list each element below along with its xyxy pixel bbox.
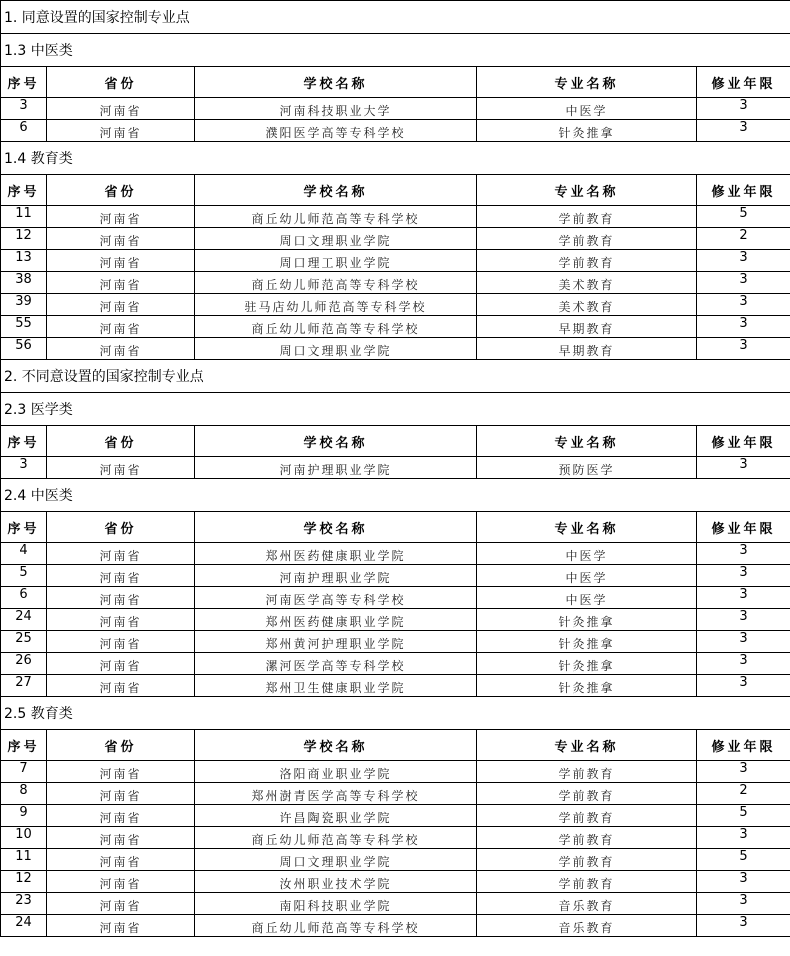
header-major-name: 专业名称 [477, 175, 697, 206]
header-province: 省份 [47, 426, 195, 457]
cell-school-name: 洛阳商业职业学院 [195, 761, 477, 783]
cell-major-name: 音乐教育 [477, 915, 697, 937]
cell-school-name: 驻马店幼儿师范高等专科学校 [195, 294, 477, 316]
cell-school-name: 郑州卫生健康职业学院 [195, 675, 477, 697]
cell-serial: 38 [1, 272, 47, 294]
section-heading: 2.3 医学类 [1, 393, 790, 426]
cell-serial: 8 [1, 783, 47, 805]
cell-school-name: 郑州澍青医学高等专科学校 [195, 783, 477, 805]
header-province: 省份 [47, 512, 195, 543]
cell-school-name: 商丘幼儿师范高等专科学校 [195, 915, 477, 937]
header-study-years: 修业年限 [697, 426, 790, 457]
section-heading-row [1, 1, 790, 34]
table-row [1, 565, 790, 587]
table-row [1, 893, 790, 915]
cell-province: 河南省 [47, 893, 195, 915]
cell-study-years: 3 [697, 827, 790, 849]
cell-serial: 26 [1, 653, 47, 675]
table-row [1, 543, 790, 565]
cell-serial: 6 [1, 587, 47, 609]
cell-school-name: 许昌陶瓷职业学院 [195, 805, 477, 827]
header-study-years: 修业年限 [697, 175, 790, 206]
cell-serial: 11 [1, 206, 47, 228]
header-school-name: 学校名称 [195, 175, 477, 206]
header-serial: 序号 [1, 67, 47, 98]
table-row [1, 915, 790, 937]
table-row [1, 631, 790, 653]
cell-school-name: 周口文理职业学院 [195, 228, 477, 250]
cell-study-years: 3 [697, 675, 790, 697]
cell-province: 河南省 [47, 228, 195, 250]
cell-major-name: 早期教育 [477, 316, 697, 338]
table-row [1, 98, 790, 120]
table-row [1, 250, 790, 272]
cell-province: 河南省 [47, 783, 195, 805]
table-row [1, 294, 790, 316]
column-header-row [1, 67, 790, 98]
cell-school-name: 汝州职业技术学院 [195, 871, 477, 893]
cell-study-years: 3 [697, 98, 790, 120]
cell-study-years: 3 [697, 631, 790, 653]
cell-school-name: 郑州黄河护理职业学院 [195, 631, 477, 653]
section-heading-row [1, 360, 790, 393]
section-heading: 1.3 中医类 [1, 34, 790, 67]
section-heading: 1.4 教育类 [1, 142, 790, 175]
cell-school-name: 南阳科技职业学院 [195, 893, 477, 915]
cell-major-name: 美术教育 [477, 272, 697, 294]
header-serial: 序号 [1, 175, 47, 206]
section-heading-row [1, 34, 790, 67]
cell-school-name: 商丘幼儿师范高等专科学校 [195, 827, 477, 849]
cell-province: 河南省 [47, 849, 195, 871]
cell-major-name: 学前教育 [477, 849, 697, 871]
table-row [1, 609, 790, 631]
header-province: 省份 [47, 175, 195, 206]
cell-province: 河南省 [47, 761, 195, 783]
cell-province: 河南省 [47, 457, 195, 479]
cell-province: 河南省 [47, 250, 195, 272]
section-heading-row [1, 479, 790, 512]
cell-serial: 10 [1, 827, 47, 849]
cell-school-name: 商丘幼儿师范高等专科学校 [195, 206, 477, 228]
cell-major-name: 预防医学 [477, 457, 697, 479]
cell-major-name: 学前教育 [477, 827, 697, 849]
table-row [1, 805, 790, 827]
cell-province: 河南省 [47, 338, 195, 360]
cell-serial: 3 [1, 98, 47, 120]
cell-major-name: 学前教育 [477, 761, 697, 783]
cell-study-years: 3 [697, 316, 790, 338]
cell-school-name: 周口文理职业学院 [195, 338, 477, 360]
header-study-years: 修业年限 [697, 67, 790, 98]
cell-school-name: 河南科技职业大学 [195, 98, 477, 120]
cell-major-name: 中医学 [477, 543, 697, 565]
cell-major-name: 针灸推拿 [477, 653, 697, 675]
header-province: 省份 [47, 67, 195, 98]
header-major-name: 专业名称 [477, 67, 697, 98]
cell-major-name: 音乐教育 [477, 893, 697, 915]
cell-province: 河南省 [47, 543, 195, 565]
column-header-row [1, 175, 790, 206]
cell-major-name: 中医学 [477, 98, 697, 120]
cell-province: 河南省 [47, 206, 195, 228]
table-row [1, 761, 790, 783]
cell-study-years: 2 [697, 783, 790, 805]
column-header-row [1, 426, 790, 457]
cell-study-years: 3 [697, 893, 790, 915]
header-serial: 序号 [1, 512, 47, 543]
cell-study-years: 3 [697, 120, 790, 142]
table-row [1, 316, 790, 338]
cell-study-years: 3 [697, 294, 790, 316]
cell-school-name: 河南护理职业学院 [195, 457, 477, 479]
cell-school-name: 郑州医药健康职业学院 [195, 609, 477, 631]
table-row [1, 120, 790, 142]
cell-major-name: 学前教育 [477, 871, 697, 893]
table-row [1, 783, 790, 805]
table-body [1, 1, 790, 937]
cell-serial: 27 [1, 675, 47, 697]
cell-major-name: 针灸推拿 [477, 120, 697, 142]
cell-school-name: 濮阳医学高等专科学校 [195, 120, 477, 142]
cell-province: 河南省 [47, 120, 195, 142]
section-heading-row [1, 393, 790, 426]
cell-school-name: 漯河医学高等专科学校 [195, 653, 477, 675]
cell-serial: 56 [1, 338, 47, 360]
header-school-name: 学校名称 [195, 730, 477, 761]
header-study-years: 修业年限 [697, 512, 790, 543]
cell-study-years: 3 [697, 915, 790, 937]
cell-study-years: 3 [697, 543, 790, 565]
cell-study-years: 3 [697, 250, 790, 272]
table-row [1, 457, 790, 479]
cell-province: 河南省 [47, 675, 195, 697]
section-heading: 2. 不同意设置的国家控制专业点 [1, 360, 790, 393]
cell-school-name: 周口理工职业学院 [195, 250, 477, 272]
cell-major-name: 中医学 [477, 587, 697, 609]
header-school-name: 学校名称 [195, 426, 477, 457]
cell-province: 河南省 [47, 827, 195, 849]
cell-school-name: 河南医学高等专科学校 [195, 587, 477, 609]
cell-study-years: 5 [697, 849, 790, 871]
section-heading: 1. 同意设置的国家控制专业点 [1, 1, 790, 34]
section-heading-row [1, 697, 790, 730]
cell-major-name: 学前教育 [477, 206, 697, 228]
column-header-row [1, 512, 790, 543]
cell-major-name: 学前教育 [477, 228, 697, 250]
cell-province: 河南省 [47, 565, 195, 587]
cell-study-years: 3 [697, 761, 790, 783]
cell-province: 河南省 [47, 609, 195, 631]
cell-province: 河南省 [47, 631, 195, 653]
cell-school-name: 商丘幼儿师范高等专科学校 [195, 316, 477, 338]
cell-province: 河南省 [47, 272, 195, 294]
table-row [1, 338, 790, 360]
cell-province: 河南省 [47, 316, 195, 338]
cell-serial: 24 [1, 915, 47, 937]
cell-major-name: 早期教育 [477, 338, 697, 360]
cell-major-name: 针灸推拿 [477, 609, 697, 631]
cell-serial: 6 [1, 120, 47, 142]
cell-major-name: 学前教育 [477, 805, 697, 827]
cell-major-name: 针灸推拿 [477, 631, 697, 653]
cell-school-name: 郑州医药健康职业学院 [195, 543, 477, 565]
section-heading-row [1, 142, 790, 175]
table-row [1, 849, 790, 871]
cell-study-years: 2 [697, 228, 790, 250]
cell-school-name: 商丘幼儿师范高等专科学校 [195, 272, 477, 294]
cell-serial: 39 [1, 294, 47, 316]
cell-serial: 23 [1, 893, 47, 915]
header-serial: 序号 [1, 426, 47, 457]
table-row [1, 871, 790, 893]
cell-serial: 5 [1, 565, 47, 587]
cell-major-name: 学前教育 [477, 783, 697, 805]
cell-serial: 4 [1, 543, 47, 565]
table-row [1, 587, 790, 609]
cell-serial: 11 [1, 849, 47, 871]
table-row [1, 272, 790, 294]
table-row [1, 653, 790, 675]
cell-province: 河南省 [47, 915, 195, 937]
header-school-name: 学校名称 [195, 67, 477, 98]
cell-province: 河南省 [47, 294, 195, 316]
cell-province: 河南省 [47, 587, 195, 609]
header-serial: 序号 [1, 730, 47, 761]
cell-study-years: 3 [697, 565, 790, 587]
cell-serial: 55 [1, 316, 47, 338]
section-heading: 2.5 教育类 [1, 697, 790, 730]
cell-study-years: 3 [697, 587, 790, 609]
header-study-years: 修业年限 [697, 730, 790, 761]
table-row [1, 228, 790, 250]
table-row [1, 827, 790, 849]
column-header-row [1, 730, 790, 761]
cell-study-years: 3 [697, 338, 790, 360]
header-school-name: 学校名称 [195, 512, 477, 543]
cell-serial: 3 [1, 457, 47, 479]
cell-major-name: 学前教育 [477, 250, 697, 272]
table-row [1, 206, 790, 228]
cell-school-name: 周口文理职业学院 [195, 849, 477, 871]
cell-school-name: 河南护理职业学院 [195, 565, 477, 587]
cell-study-years: 3 [697, 609, 790, 631]
cell-study-years: 3 [697, 871, 790, 893]
cell-province: 河南省 [47, 871, 195, 893]
header-province: 省份 [47, 730, 195, 761]
cell-serial: 9 [1, 805, 47, 827]
section-heading: 2.4 中医类 [1, 479, 790, 512]
header-major-name: 专业名称 [477, 512, 697, 543]
cell-major-name: 针灸推拿 [477, 675, 697, 697]
cell-serial: 12 [1, 871, 47, 893]
cell-major-name: 中医学 [477, 565, 697, 587]
cell-serial: 7 [1, 761, 47, 783]
cell-study-years: 3 [697, 272, 790, 294]
header-major-name: 专业名称 [477, 426, 697, 457]
cell-serial: 13 [1, 250, 47, 272]
cell-province: 河南省 [47, 805, 195, 827]
cell-major-name: 美术教育 [477, 294, 697, 316]
cell-province: 河南省 [47, 98, 195, 120]
cell-serial: 24 [1, 609, 47, 631]
cell-study-years: 3 [697, 457, 790, 479]
cell-serial: 25 [1, 631, 47, 653]
cell-study-years: 3 [697, 653, 790, 675]
cell-study-years: 5 [697, 206, 790, 228]
table-row [1, 675, 790, 697]
header-major-name: 专业名称 [477, 730, 697, 761]
cell-study-years: 5 [697, 805, 790, 827]
cell-serial: 12 [1, 228, 47, 250]
cell-province: 河南省 [47, 653, 195, 675]
